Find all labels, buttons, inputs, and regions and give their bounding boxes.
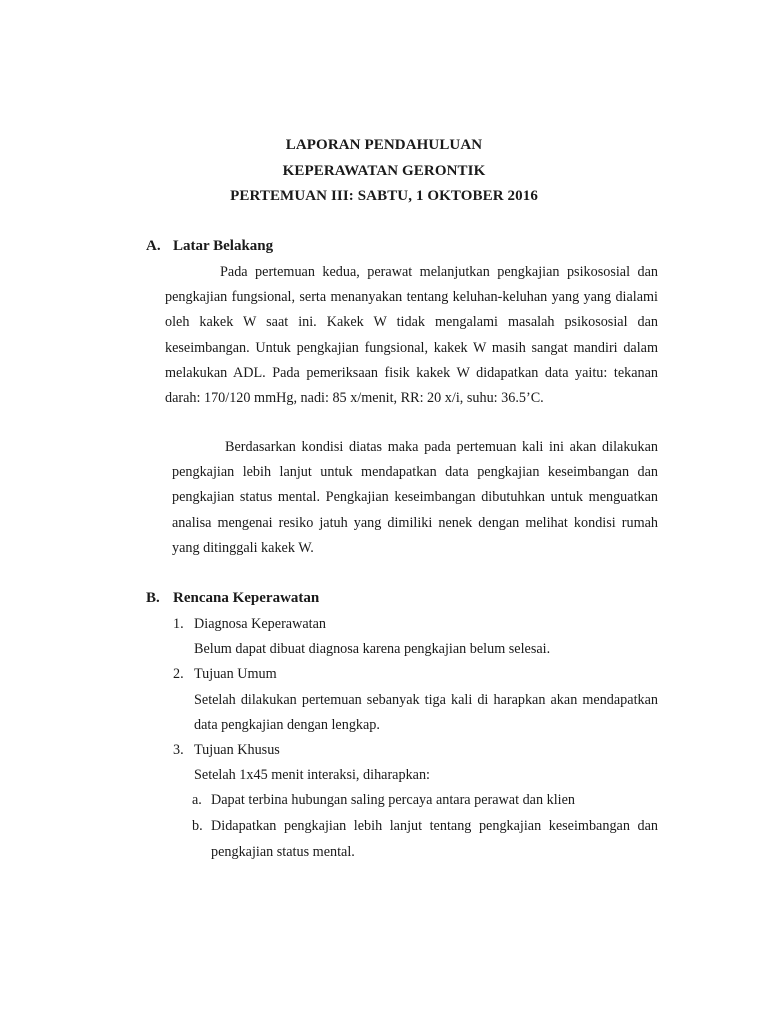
list-item-number: 2. <box>173 666 184 682</box>
report-title: LAPORAN PENDAHULUAN <box>285 137 483 153</box>
section-a-title: Latar Belakang <box>173 238 274 254</box>
section-a-paragraph-2: Berdasarkan kondisi diatas maka pada pertemuan kali ini akan dilakukan pengkajian lebih lanjut untuk mendapatkan data pengkajian keseimbangan dan pengkajian status mental. Pengkajian keseimbangan dibutuhkan untuk menguatkan analisa mengenai resiko jatuh yang dimiliki nenek dengan melihat kondisi rumah yang ditinggali kakek W. <box>172 439 658 556</box>
report-subtitle: KEPERAWATAN GERONTIK <box>282 163 486 179</box>
tujuan-umum-body: Setelah dilakukan pertemuan sebanyak tiga kali di harapkan akan mendapatkan data pengkajian dengan lengkap. <box>194 692 658 734</box>
list-item-title: Tujuan Khusus <box>194 742 280 758</box>
section-a-paragraph-1: Pada pertemuan kedua, perawat melanjutkan pengkajian psikososial dan pengkajian fungsional, serta menanyakan tentang keluhan-keluhan yang yang dialami oleh kakek W saat ini. Kakek W tidak mengalami masalah psikososial dan keseimbangan. Untuk pengkajian fungsional, kakek W masih sangat mandiri dalam melakukan ADL. Pada pemeriksaan fisik kakek W didapatkan data yaitu: tekanan darah: 170/120 mmHg, nadi: 85 x/menit, RR: 20 x/i, suhu: 36.5’C. <box>165 264 658 407</box>
list-item-tujuan-khusus <box>173 738 658 763</box>
section-b-title: Rencana Keperawatan <box>173 590 320 606</box>
list-item-title: Tujuan Umum <box>194 666 277 682</box>
sub-item-mark: b. <box>192 818 203 834</box>
sub-item-a <box>192 788 658 814</box>
section-b-heading <box>146 590 546 610</box>
list-item-tujuan-umum <box>173 662 658 687</box>
list-item-title: Diagnosa Keperawatan <box>194 616 326 632</box>
list-item-number: 3. <box>173 742 184 758</box>
sub-item-mark: a. <box>192 792 202 808</box>
list-item-number: 1. <box>173 616 184 632</box>
meeting-date-line: PERTEMUAN III: SABTU, 1 OKTOBER 2016 <box>230 188 538 204</box>
section-a-heading <box>146 238 546 258</box>
sub-item-text: Didapatkan pengkajian lebih lanjut tentang pengkajian keseimbangan dan pengkajian status mental. <box>211 818 658 860</box>
tujuan-khusus-body: Setelah 1x45 menit interaksi, diharapkan: <box>194 767 430 783</box>
sub-item-text: Dapat terbina hubungan saling percaya antara perawat dan klien <box>211 792 575 808</box>
section-b-letter: B. <box>146 590 160 606</box>
diagnosa-body: Belum dapat dibuat diagnosa karena pengkajian belum selesai. <box>194 641 551 657</box>
sub-item-b <box>192 814 658 866</box>
section-a-letter: A. <box>146 238 161 254</box>
list-item-diagnosa <box>173 612 658 637</box>
